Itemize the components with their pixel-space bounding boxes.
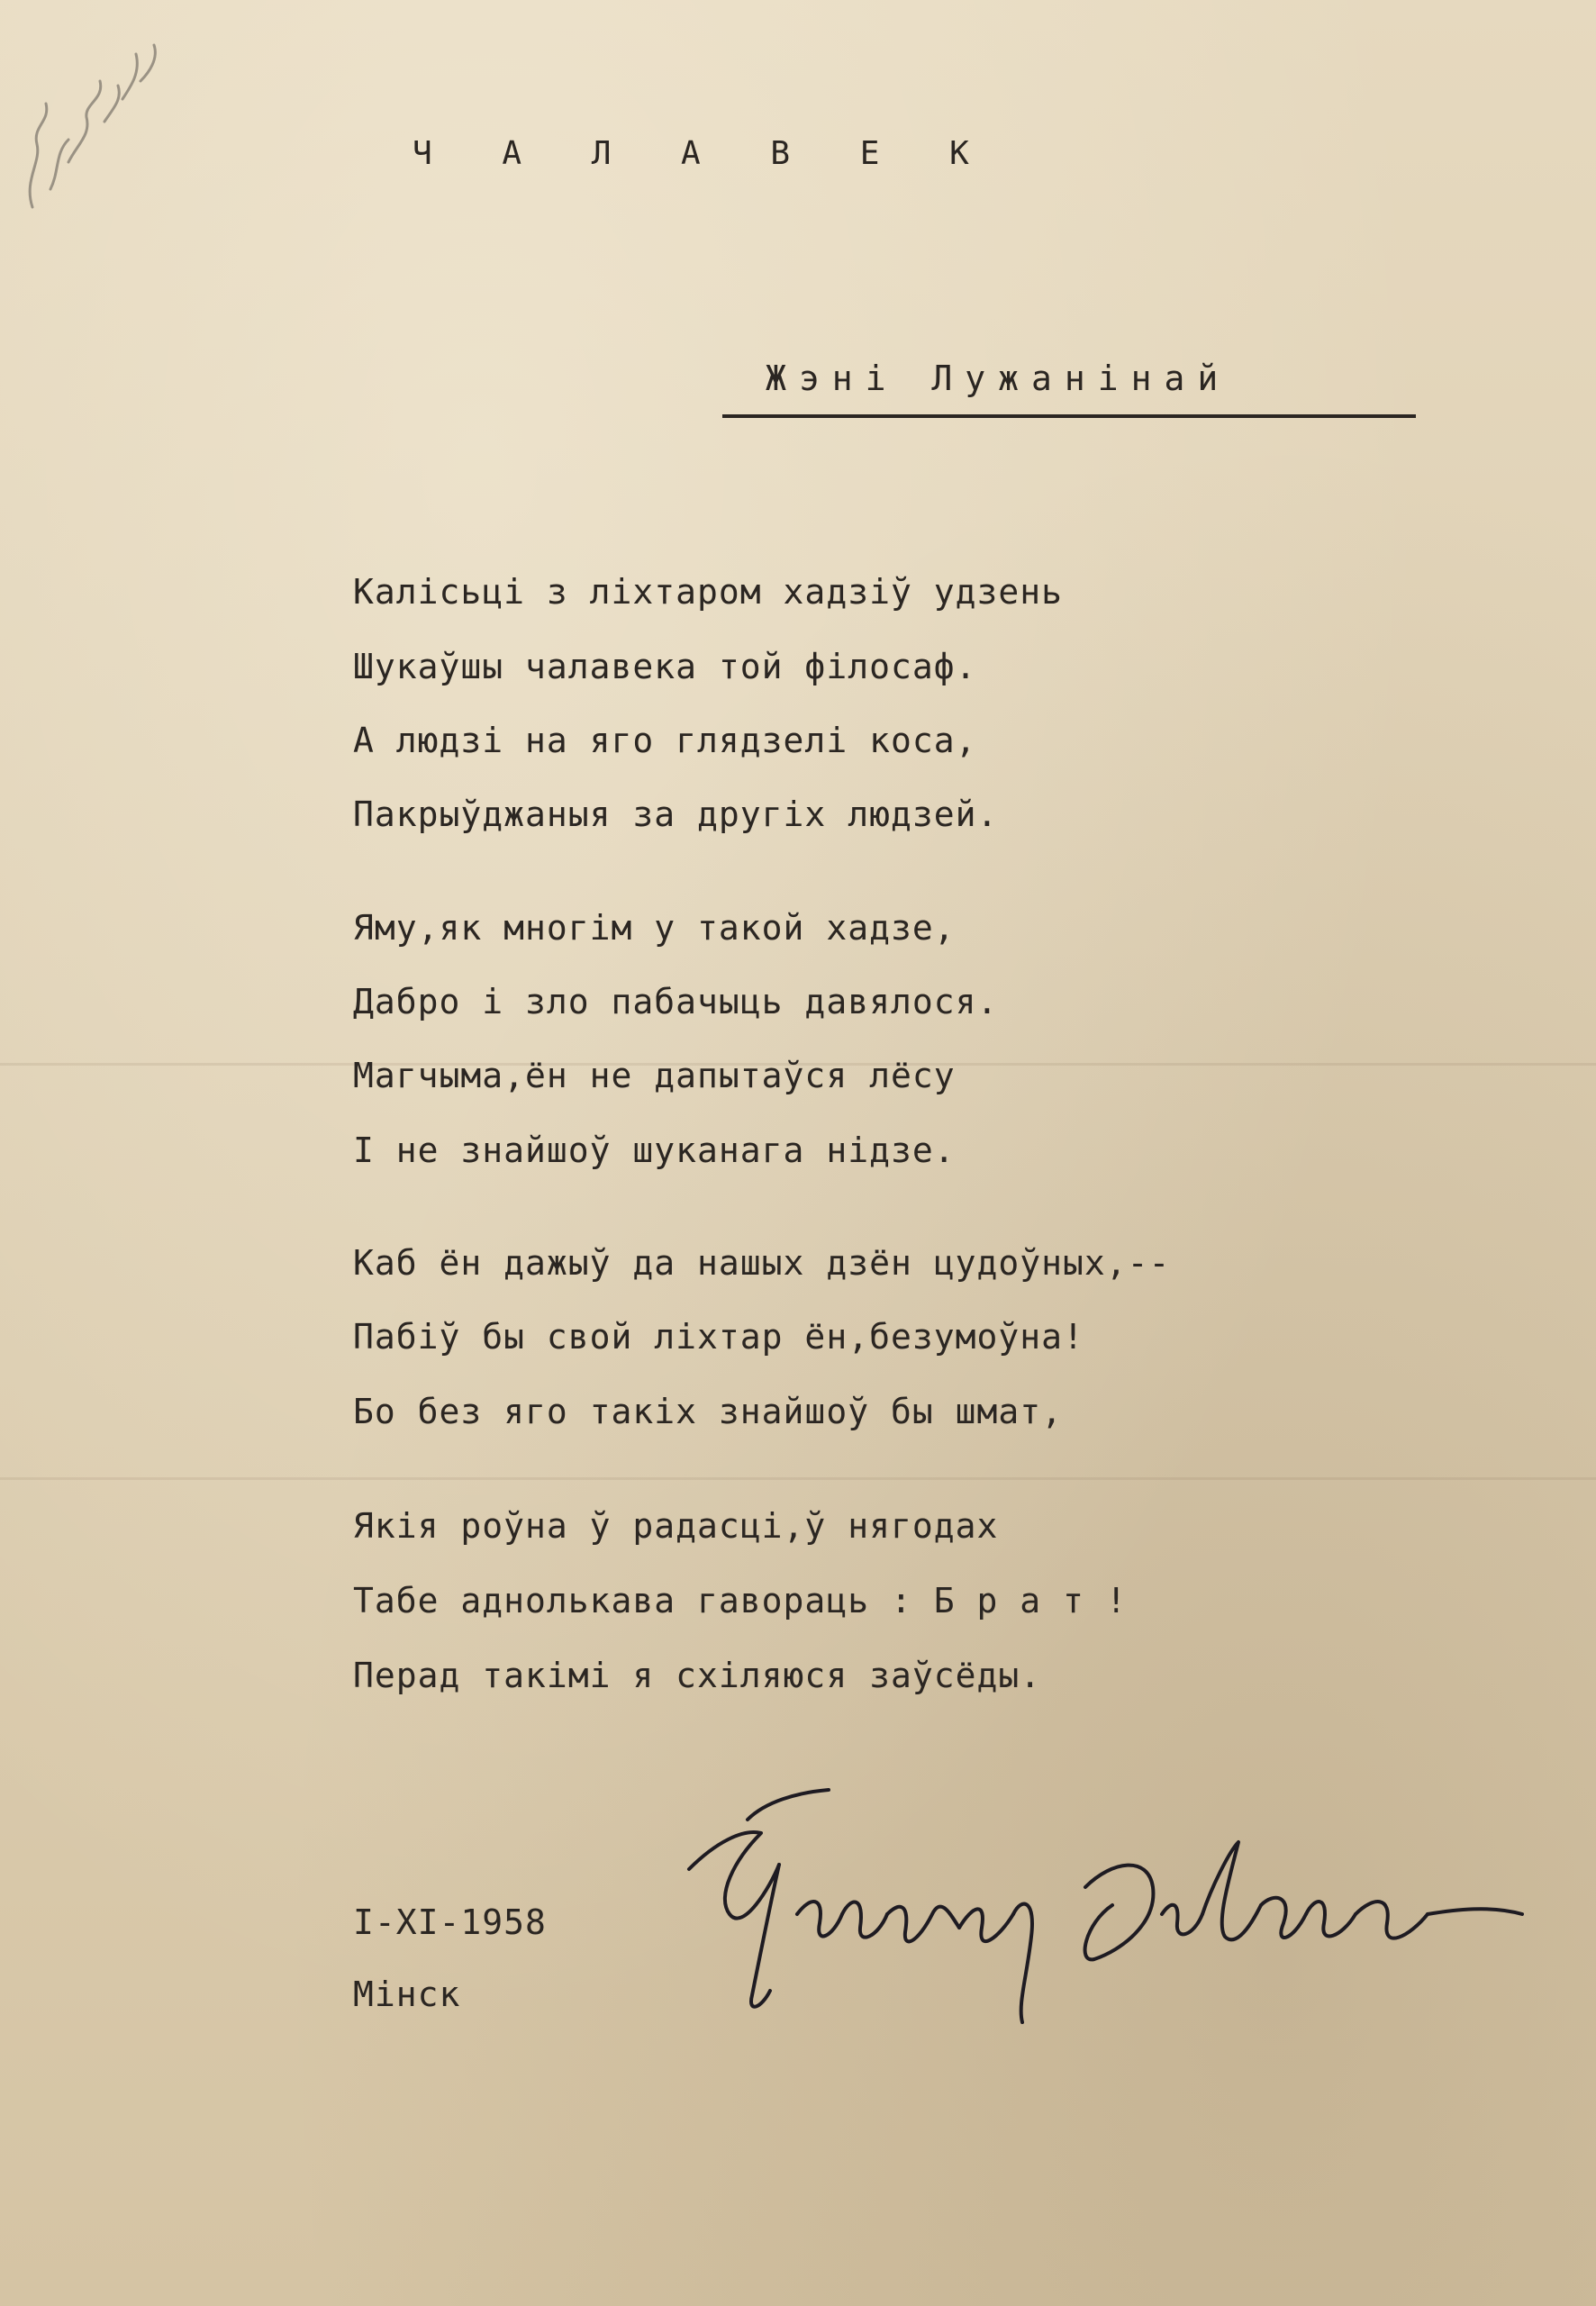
place-line: Мінск xyxy=(353,1975,461,2014)
date-line: І-ХІ-1958 xyxy=(353,1902,547,1942)
poem-line: Перад такімі я схіляюся заўсёды. xyxy=(353,1656,1042,1695)
poem-line: Магчыма,ён не дапытаўся лёсу xyxy=(353,1056,956,1095)
poem-line: Якія роўна ў радасці,ў нягодах xyxy=(353,1506,999,1546)
poem-line: Табе аднолькава гавораць : Б р а т ! xyxy=(353,1581,1128,1621)
poem-title: Ч А Л А В Е К xyxy=(413,135,994,172)
poem-line: Дабро і зло пабачыць давялося. xyxy=(353,982,999,1021)
poem-line: І не знайшоў шуканага нідзе. xyxy=(353,1130,956,1170)
poem-line: Яму,як многім у такой хадзе, xyxy=(353,908,956,948)
poem-line: А людзі на яго глядзелі коса, xyxy=(353,721,977,760)
poem-line: Бо без яго такіх знайшоў бы шмат, xyxy=(353,1392,1063,1431)
poem-line: Шукаўшы чалавека той філосаф. xyxy=(353,647,977,686)
poem-line: Каб ён дажыў да нашых дзён цудоўных,-- xyxy=(353,1243,1171,1283)
dedication-underline xyxy=(722,414,1416,418)
pencil-annotation xyxy=(5,36,177,225)
poem-line: Калісьці з ліхтаром хадзіў удзень xyxy=(353,572,1063,612)
poem-line: Пабіў бы свой ліхтар ён,безумоўна! xyxy=(353,1317,1084,1357)
poem-line: Пакрыўджаныя за другіх людзей. xyxy=(353,794,999,834)
handwritten-signature xyxy=(662,1779,1527,2049)
paper-fold xyxy=(0,1477,1596,1480)
dedication: Жэні Лужанінай xyxy=(766,359,1231,398)
